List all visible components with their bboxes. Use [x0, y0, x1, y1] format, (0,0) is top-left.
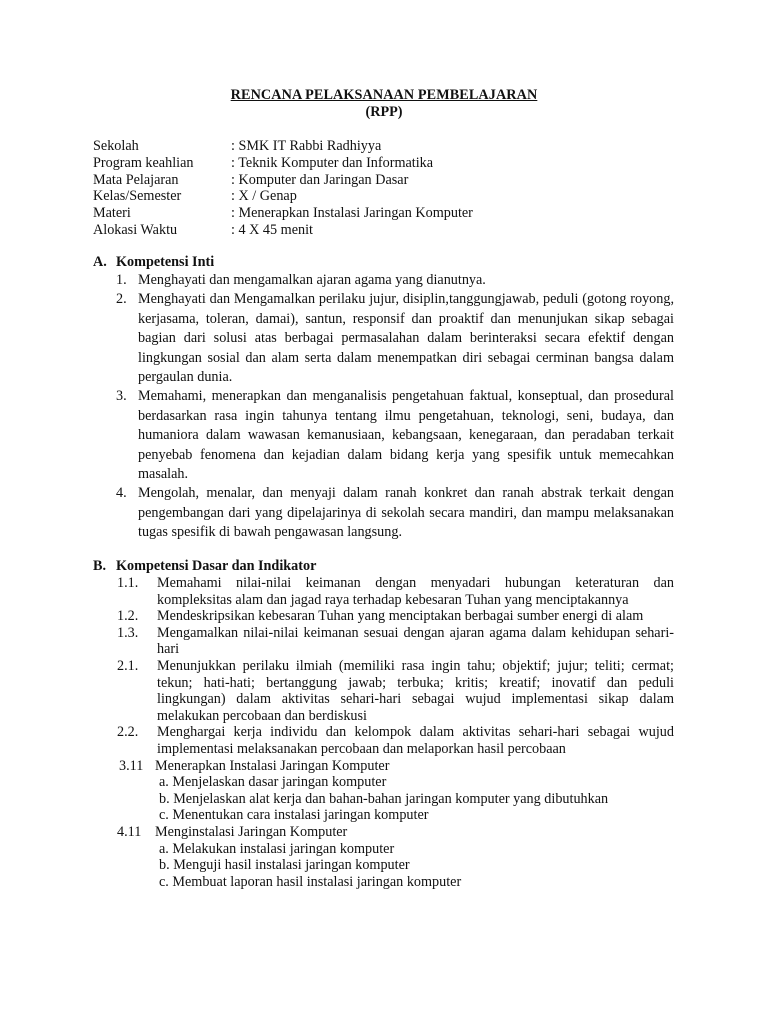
item-text: Memahami, menerapkan dan menganalisis pengetahuan faktual, konseptual, dan prosedural berdasarkan rasa ingin tahunya tentang ilmu pengetahuan, teknologi, seni, budaya, dan humaniora dalam wawasan kemanusiaan, kebangsaan, kenegaraan, dan peradaban terkait penyebab fenomena dan kejadian dalam bidang kerja yang spesifik untuk memecahkan masalah. [138, 388, 674, 483]
section-title: Kompetensi Dasar dan Indikator [116, 558, 317, 574]
section-title: Kompetensi Inti [116, 254, 215, 270]
document-title: RENCANA PELAKSANAAN PEMBELAJARAN [230, 87, 538, 103]
item-text: Menginstalasi Jaringan Komputer [155, 823, 348, 840]
identity-label: Alokasi Waktu [93, 221, 178, 238]
section-letter: A. [93, 254, 107, 270]
identity-label: Materi [93, 205, 131, 222]
identity-block [93, 138, 473, 239]
identity-value: : Komputer dan Jaringan Dasar [231, 171, 409, 188]
section-b-heading [93, 558, 316, 575]
list-item [116, 387, 674, 484]
list-item [117, 575, 674, 608]
kompetensi-dasar-list [117, 575, 674, 890]
item-number: 2.1. [117, 657, 139, 674]
sub-item: a. Menjelaskan dasar jaringan komputer [159, 774, 387, 791]
identity-row [93, 188, 473, 205]
sub-item: c. Membuat laporan hasil instalasi jaringan komputer [159, 873, 462, 890]
item-text: Mendeskripsikan kebesaran Tuhan yang menciptakan berbagai sumber energi di alam [157, 608, 644, 625]
kd-3-11 [117, 758, 674, 775]
item-text: Menghayati dan Mengamalkan perilaku jujur, disiplin,tanggungjawab, peduli (gotong royong, kerjasama, toleran, damai), santun, responsif dan proaktif dan menunjukan sikap sebagai bagian dari solusi atas berbagai permasalahan dalam berinteraksi secara efektif dengan lingkungan sosial dan alam serta dalam menempatkan diri sebagai cerminan bangsa dalam pergaulan dunia. [138, 291, 674, 386]
item-number: 1.2. [117, 608, 139, 625]
item-text: Memahami nilai-nilai keimanan dengan menyadari hubungan keteraturan dan kompleksitas alam dan jagad raya terhadap kebesaran Tuhan yang menciptakannya [157, 575, 674, 608]
list-item [117, 608, 674, 625]
identity-value: : X / Genap [231, 188, 297, 205]
sub-item: b. Menjelaskan alat kerja dan bahan-bahan jaringan komputer yang dibutuhkan [159, 790, 609, 807]
list-item [116, 290, 674, 387]
identity-value: : Menerapkan Instalasi Jaringan Komputer [231, 205, 473, 222]
section-letter: B. [93, 558, 107, 574]
list-item [116, 271, 674, 290]
identity-label: Mata Pelajaran [93, 171, 179, 188]
item-number: 1. [116, 272, 127, 288]
list-item [116, 484, 674, 542]
sub-item: c. Menentukan cara instalasi jaringan komputer [159, 807, 429, 824]
document-subtitle: (RPP) [365, 104, 403, 120]
item-number: 2. [116, 291, 127, 308]
item-number: 4. [116, 485, 127, 502]
sub-item: a. Melakukan instalasi jaringan komputer [159, 840, 395, 857]
item-text: Menghayati dan mengamalkan ajaran agama yang dianutnya. [138, 272, 486, 288]
kompetensi-inti-list [116, 271, 674, 543]
item-number: 2.2. [117, 724, 139, 741]
item-text: Mengolah, menalar, dan menyaji dalam ranah konkret dan ranah abstrak terkait dengan pengembangan dari yang dipelajarinya di sekolah secara mandiri, dan mampu melaksanakan tugas spesifik di bawah pengawasan langsung. [138, 485, 674, 541]
identity-value: : 4 X 45 menit [231, 221, 313, 238]
item-text: Menunjukkan perilaku ilmiah (memiliki rasa ingin tahu; objektif; jujur; teliti; cermat; tekun; hati-hati; bertanggung jawab; terbuka; kritis; kreatif; inovatif dan peduli lingkungan) dalam aktivitas sehari-hari sebagai wujud implementasi sikap dalam melakukan percobaan dan berdiskusi [157, 657, 674, 724]
item-number: 1.3. [117, 624, 139, 641]
identity-value: : Teknik Komputer dan Informatika [231, 154, 434, 171]
identity-row [93, 222, 473, 239]
item-number: 1.1. [117, 575, 139, 591]
identity-row [93, 138, 473, 155]
identity-label: Program keahlian [93, 154, 194, 171]
identity-label: Kelas/Semester [93, 188, 182, 205]
kd-4-11 [117, 824, 674, 841]
item-number: 3. [116, 388, 127, 405]
item-text: Mengamalkan nilai-nilai keimanan sesuai dengan ajaran agama dalam kehidupan sehari-hari [157, 624, 674, 658]
item-text: Menghargai kerja individu dan kelompok dalam aktivitas sehari-hari sebagai wujud implementasi melaksanakan percobaan dan melaporkan hasil percobaan [157, 724, 674, 757]
list-item [117, 625, 674, 658]
identity-row [93, 172, 473, 189]
list-item [117, 724, 674, 757]
sub-item: b. Menguji hasil instalasi jaringan komputer [159, 857, 410, 874]
identity-label: Sekolah [93, 138, 139, 154]
list-item [117, 658, 674, 724]
item-text: Menerapkan Instalasi Jaringan Komputer [155, 757, 390, 774]
item-number: 4.11 [117, 823, 142, 840]
identity-row [93, 205, 473, 222]
section-a-heading [93, 254, 214, 271]
identity-row [93, 155, 473, 172]
identity-value: : SMK IT Rabbi Radhiyya [231, 138, 382, 154]
item-number: 3.11 [119, 757, 144, 774]
